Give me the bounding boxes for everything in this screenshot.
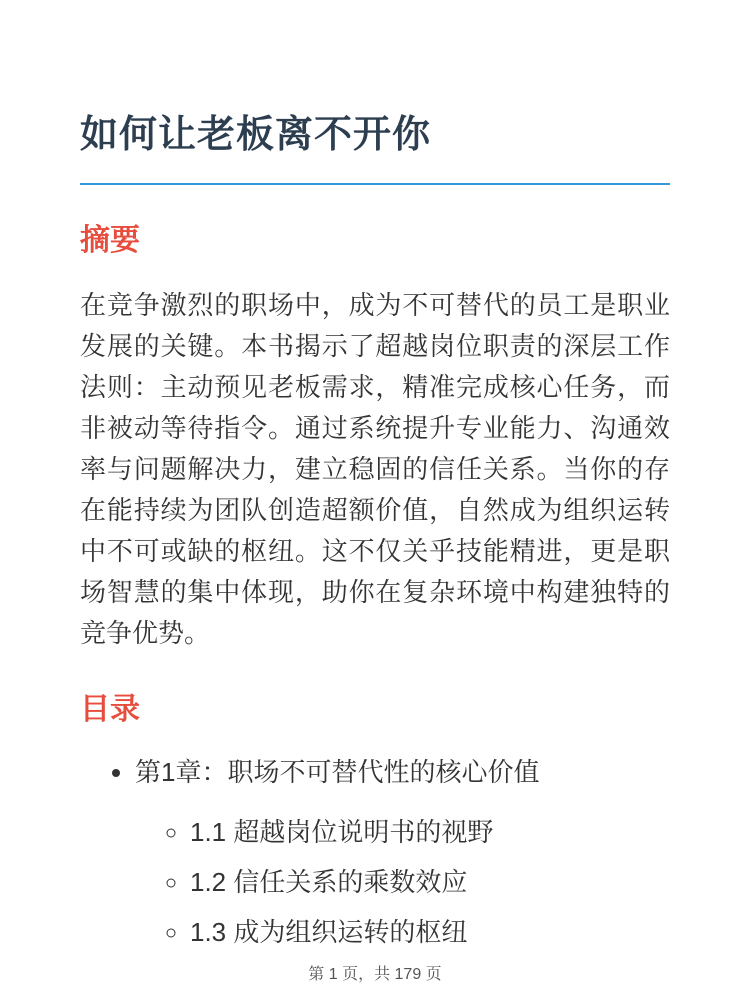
page-number-footer: 第 1 页，共 179 页 [308,966,442,983]
toc-chapter-label: 第1章：职场不可替代性的核心价值 [135,757,540,787]
toc-heading: 目录 [80,693,140,726]
toc-chapter-item [135,754,670,950]
toc-subsection-item: ◦ 1.1 超越岗位说明书的视野 [190,814,670,850]
document-title: 如何让老板离不开你 [80,114,432,156]
title-divider [80,183,670,185]
abstract-heading: 摘要 [80,224,140,257]
abstract-text: 在竞争激烈的职场中，成为不可替代的员工是职业发展的关键。本书揭示了超越岗位职责的深层工作法则：主动预见老板需求，精准完成核心任务，而非被动等待指令。通过系统提升专业能力、沟通效率与问题解决力，建立稳固的信任关系。当你的存在能持续为团队创造超额价值，自然成为组织运转中不可或缺的枢纽。这不仅关乎技能精进，更是职场智慧的集中体现，助你在复杂环境中构建独特的竞争优势。 [80,290,670,648]
toc-subsection-item: ◦ 1.3 成为组织运转的枢纽 [190,914,670,950]
toc-subsection-item: ◦ 1.2 信任关系的乘数效应 [190,864,670,900]
toc-subsection-list [135,814,670,950]
toc-list [80,754,670,950]
